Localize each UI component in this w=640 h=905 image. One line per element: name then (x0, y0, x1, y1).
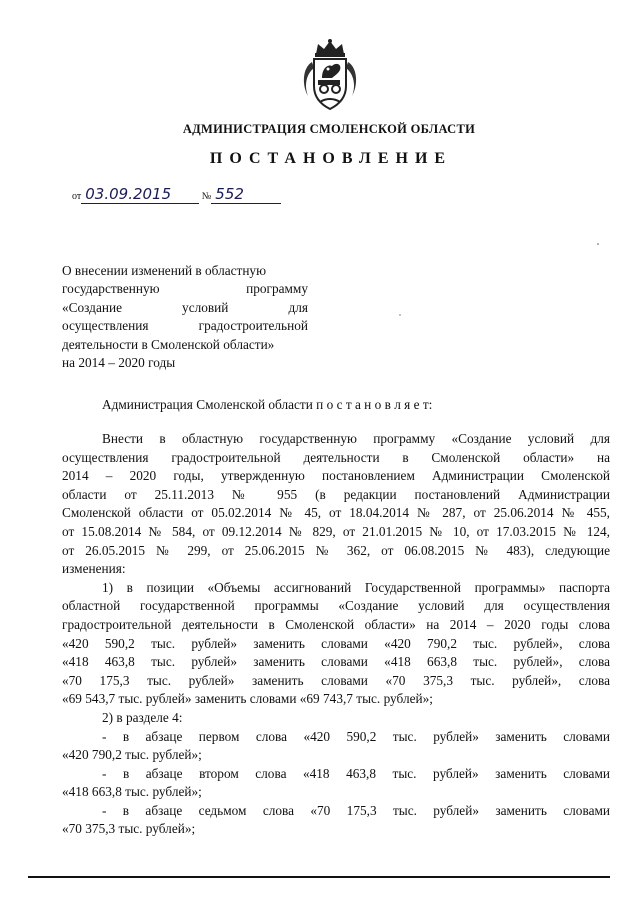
list-item: «420 790,2 тыс. рублей»; (62, 747, 202, 763)
heading-line: на 2014 – 2020 годы (62, 355, 176, 371)
paragraph-line: «420 590,2 тыс. рублей» заменить словами «420 790,2 тыс. рублей», слова (62, 635, 610, 651)
list-item-title: 2) в разделе 4: (102, 709, 183, 725)
list-item: «418 663,8 тыс. рублей»; (62, 784, 202, 800)
number-label: № (201, 191, 212, 202)
paragraph-line: Внести в областную государственную программу «Создание условий для (102, 431, 610, 446)
paragraph-line: «70 175,3 тыс. рублей» заменить словами «70 375,3 тыс. рублей», слова (62, 672, 610, 688)
paragraph-line: 2014 – 2020 годы, утвержденную постановлением Администрации Смоленской (62, 468, 610, 484)
heading-line: государственную программу (62, 281, 308, 297)
paragraph-line: от 15.08.2014 № 584, от 09.12.2014 № 829, от 21.01.2015 № 10, от 17.03.2015 № 124, (62, 523, 610, 539)
paragraph-line: областной государственной программы «Создание условий для осуществления (62, 598, 610, 614)
heading-line: деятельности в Смоленской области» (62, 336, 275, 352)
intro-text: Администрация Смоленской области п о с т а н о в л я е т: (102, 397, 433, 412)
paragraph-line: от 26.05.2015 № 299, от 25.06.2015 № 362, от 06.08.2015 № 483), следующие (62, 542, 610, 558)
date-from-label: от (72, 191, 82, 202)
heading-line: осуществления градостроительной (62, 318, 308, 334)
list-item: - в абзаце втором слова «418 463,8 тыс. рублей» заменить словами (102, 765, 610, 781)
organization-name: АДМИНИСТРАЦИЯ СМОЛЕНСКОЙ ОБЛАСТИ (182, 122, 476, 136)
document-type-title: ПОСТАНОВЛЕНИЕ (209, 150, 453, 167)
paragraph-line: градостроительной деятельности в Смоленской области» на 2014 – 2020 годы слова (62, 616, 610, 632)
heading-line: О внесении изменений в областную (62, 263, 267, 278)
page-bottom-rule (28, 876, 610, 878)
paragraph-line: «69 543,7 тыс. рублей» заменить словами «69 743,7 тыс. рублей»; (62, 691, 433, 707)
list-item: «70 375,3 тыс. рублей»; (62, 821, 196, 837)
paragraph-line: области от 25.11.2013 № 955 (в редакции постановлений Администрации (62, 486, 610, 502)
list-item: - в абзаце седьмом слова «70 175,3 тыс. рублей» заменить словами (102, 802, 610, 818)
paragraph-line: 1) в позиции «Объемы ассигнований Государственной программы» паспорта (102, 579, 610, 595)
paragraph-line: осуществления градостроительной деятельности в Смоленской области» на (62, 449, 610, 465)
handwritten-number: 552 (215, 185, 244, 203)
paragraph-line: изменения: (62, 561, 126, 577)
list-item: - в абзаце первом слова «420 590,2 тыс. рублей» заменить словами (102, 728, 610, 744)
heading-line: «Создание условий для (62, 299, 308, 315)
paragraph-line: Смоленской области от 05.02.2014 № 45, от 18.04.2014 № 287, от 25.06.2014 № 455, (62, 505, 610, 521)
paragraph-line: «418 463,8 тыс. рублей» заменить словами «418 663,8 тыс. рублей», слова (62, 654, 610, 670)
handwritten-date: 03.09.2015 (85, 185, 172, 203)
